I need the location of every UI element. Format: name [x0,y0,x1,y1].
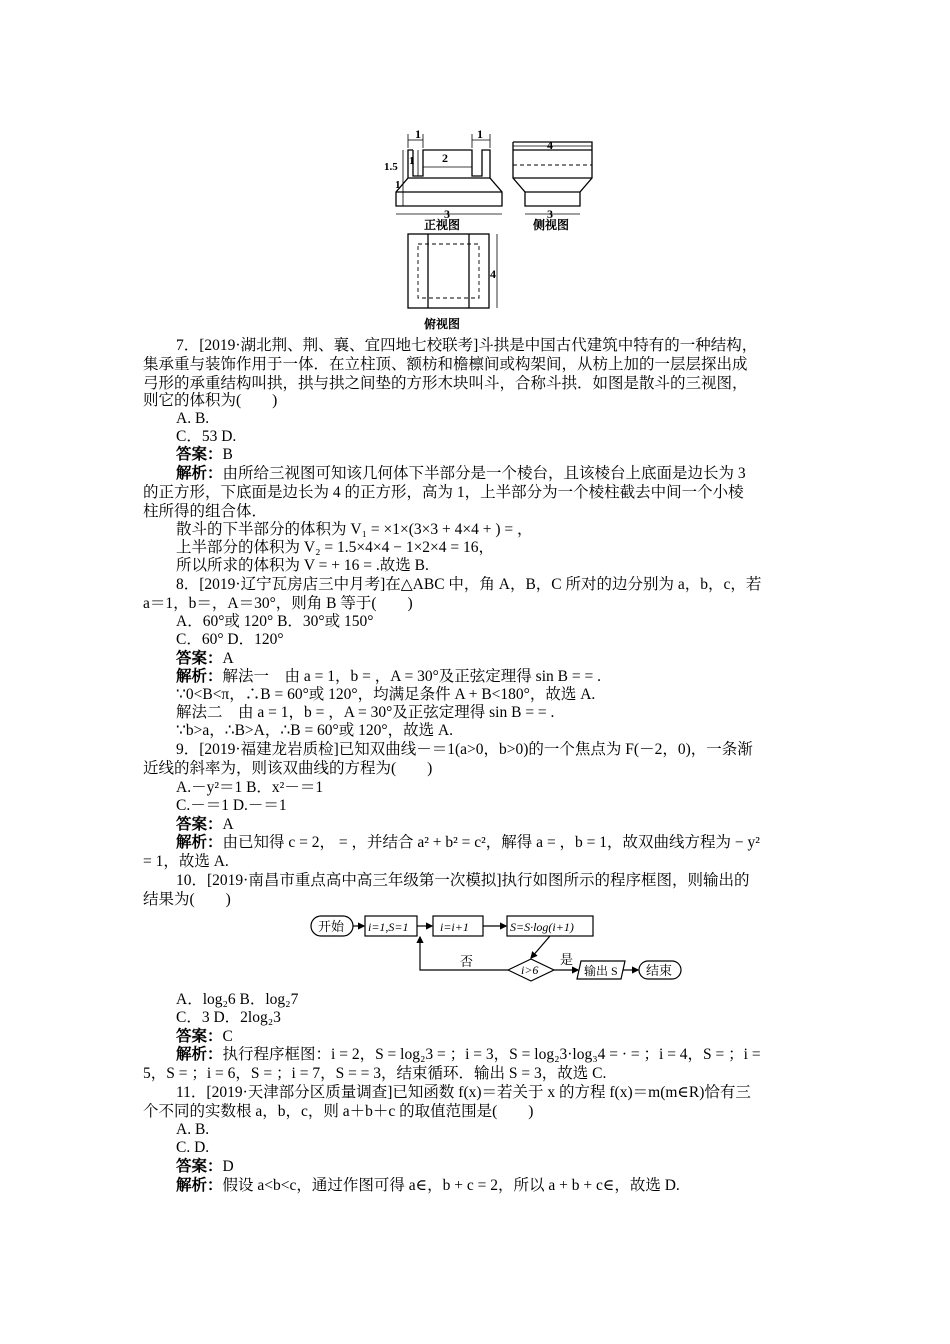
q10-options-1: A．log₂6 B．log₂7 [176,991,299,1008]
answer-value: C [222,1028,233,1045]
q10-options-2: C．3 D．2log₂3 [176,1009,281,1026]
front-view [396,134,502,214]
solution-label: 解析： [176,1177,223,1194]
q7-stem-line-1: 7．[2019·湖北荆、荆、襄、宜四地七校联考]斗拱是中国古代建筑中特有的一种结构， [176,337,758,354]
dim-label-1-5: 1.5 [384,161,398,173]
q10-stem-line-2: 结果为( ) [143,891,231,908]
flow-start-text: 开始 [318,919,345,934]
dim-label-3b: 3 [547,207,553,221]
q7-solution-line-6: 所以所求的体积为 V = + 16 = .故选 B. [176,557,429,574]
dim-label-4a: 4 [547,138,553,152]
q11-stem-line-2: 个不同的实数根 a，b，c，则 a＋b＋c 的取值范围是( ) [143,1103,534,1120]
q11-solution-line-1 [176,1177,680,1195]
q10-solution-line-1 [176,1046,761,1064]
q7-options-2: C．53 D. [176,428,237,445]
dim-label-1b: 1 [477,128,483,141]
front-view-caption: 正视图 [424,218,461,232]
flow-update-text: S=S·log(i+1) [510,920,574,934]
flowchart [305,910,715,985]
dim-label-1a: 1 [415,128,421,141]
solution-label: 解析： [176,668,223,685]
q10-answer [176,1028,233,1046]
solution-label: 解析： [176,465,223,482]
q8-solution-line-2: ∵0<B<π，∴B = 60°或 120°，均满足条件 A + B<180°，故选 A. [176,686,596,703]
answer-label: 答案： [176,816,223,833]
solution-text: 执行程序框图：i = 2，S = log₂3 = ；i = 3，S = log₂3·log₃4 = · = ；i = 4，S = ；i = [222,1046,761,1063]
solution-text: 解法一 由 a = 1，b = ，A = 30°及正弦定理得 sin B = = . [222,668,601,685]
flow-output-text: 输出 S [584,964,618,978]
answer-label: 答案： [176,650,223,667]
dim-label-4b: 4 [490,267,496,281]
side-view-caption: 侧视图 [533,218,570,232]
answer-label: 答案： [176,1028,223,1045]
q9-solution-line-1 [176,834,760,852]
q8-solution-line-1 [176,668,601,686]
solution-label: 解析： [176,834,223,851]
dim-label-1d: 1 [395,179,401,191]
q10-stem-line-1: 10．[2019·南昌市重点高中高三年级第一次模拟]执行如图所示的程序框图，则输出的 [176,872,750,889]
flow-no-label: 否 [460,954,474,969]
q11-stem-line-1: 11．[2019·天津部分区质量调查]已知函数 f(x)＝若关于 x 的方程 f(x)＝m(m∈R)恰有三 [176,1084,751,1101]
top-view-caption: 俯视图 [424,317,461,331]
q7-solution-line-3: 柱所得的组合体． [143,503,268,520]
flow-init-text: i=1,S=1 [368,920,409,934]
q9-stem-line-2: 近线的斜率为，则该双曲线的方程为( ) [143,760,433,777]
answer-value: A [222,650,234,667]
q11-options-1: A. B. [176,1121,210,1138]
answer-value: A [222,816,234,833]
q7-solution-line-2: 的正方形，下底面是边长为 4 的正方形，高为 1，上半部分为一个棱柱截去中间一个小棱 [143,484,744,501]
three-view-figure [380,128,610,338]
q7-stem-line-2: 集承重与装饰作用于一体．在立柱顶、额枋和檐檩间或构架间，从枋上加的一层层探出成 [143,356,748,373]
q7-solution-line-1 [176,465,746,483]
solution-text: 由已知得 c = 2， = ，并结合 a² + b² = c²，解得 a = ，b = 1，故双曲线方程为 − y² [222,834,760,851]
q8-answer [176,650,234,668]
dim-label-3a: 3 [444,207,450,221]
q10-solution-line-2: 5，S = ；i = 6，S = ；i = 7，S = = 3，结束循环．输出 S = 3，故选 C. [143,1065,607,1082]
q9-options-1: A.－y²＝1 B．x²－＝1 [176,779,324,796]
answer-value: B [222,446,233,463]
q11-options-2: C. D. [176,1139,210,1156]
q8-stem-line-2: a＝1，b＝，A＝30°，则角 B 等于( ) [143,595,413,612]
q9-options-2: C.－＝1 D.－＝1 [176,797,287,814]
solution-text: 假设 a<b<c，通过作图可得 a∈，b + c = 2，所以 a + b + c∈，故选 D. [222,1177,680,1194]
solution-text: 由所给三视图可知该几何体下半部分是一个棱台，且该棱台上底面是边长为 3 [222,465,746,482]
dim-label-1c: 1 [409,155,415,167]
q9-stem-line-1: 9．[2019·福建龙岩质检]已知双曲线－＝1(a>0，b>0)的一个焦点为 F(－2，0)，一条渐 [176,741,753,758]
solution-label: 解析： [176,1046,223,1063]
q7-solution-line-5: 上半部分的体积为 V₂ = 1.5×4×4 − 1×2×4 = 16， [176,539,495,556]
q8-options-1: A．60°或 120° B．30°或 150° [176,613,374,630]
top-view [408,234,497,308]
q8-solution-line-3: 解法二 由 a = 1，b = ，A = 30°及正弦定理得 sin B = = . [176,704,555,721]
dim-label-2: 2 [442,151,448,165]
q8-options-2: C．60° D．120° [176,631,284,648]
flow-cond-text: i>6 [521,963,539,977]
answer-label: 答案： [176,446,223,463]
q7-answer [176,446,233,464]
q8-stem-line-1: 8．[2019·辽宁瓦房店三中月考]在△ABC 中，角 A，B，C 所对的边分别为 a，b，c，若 [176,576,762,593]
q9-answer [176,816,234,834]
answer-label: 答案： [176,1158,223,1175]
flow-yes-label: 是 [560,952,574,967]
q7-stem-line-4: 则它的体积为( ) [143,392,278,409]
q7-solution-line-4: 散斗的下半部分的体积为 V₁ = ×1×(3×3 + 4×4 + ) = ， [176,521,533,538]
side-view [513,142,592,214]
answer-value: D [222,1158,234,1175]
flow-inc-text: i=i+1 [440,920,469,934]
q7-stem-line-3: 弓形的承重结构叫拱，拱与拱之间垫的方形木块叫斗，合称斗拱．如图是散斗的三视图， [143,375,748,392]
q8-solution-line-4: ∵b>a，∴B>A，∴B = 60°或 120°，故选 A. [176,722,454,739]
q7-options-1: A. B. [176,410,210,427]
flow-end-text: 结束 [646,963,673,978]
q9-solution-line-2: = 1，故选 A. [143,853,229,870]
q11-answer [176,1158,234,1176]
